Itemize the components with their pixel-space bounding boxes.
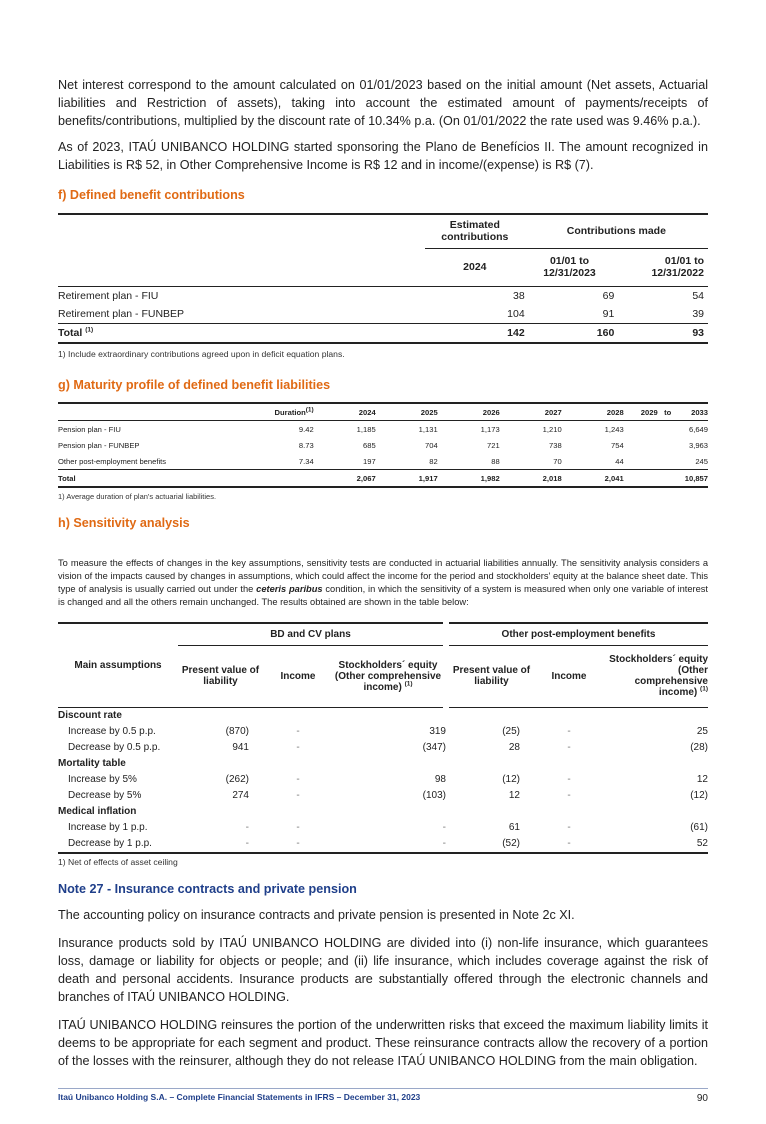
- section-title: Medical inflation: [58, 806, 137, 817]
- cell-value: -: [567, 742, 571, 753]
- header-estimated: Estimated contributions: [441, 219, 509, 244]
- note-27-p3: ITAÚ UNIBANCO HOLDING reinsures the portion of the underwritten risks that exceed the maximum liability limits it deems to be appropriate for each segment and product. These reinsurance contracts allow the recovery of a portion of the losses with the reinsurer, although they do not release ITAÚ UNIBANCO HOLDING from the main obligation.: [58, 1017, 708, 1068]
- header-text: 2029: [640, 407, 658, 417]
- cell-value: 9.42: [298, 424, 314, 434]
- table-row: [58, 453, 708, 470]
- text: To measure the effects of changes in the key assumptions, sensitivity tests are conducted in actuarial liabilities annually. The sensitivity analysis considers a vision of the impacts caused by changes in assumptions, which could affect the income for the period and stockholders' equity at the balance sheet date. This type of analysis is usually carried out under the: [58, 558, 708, 594]
- contributions-table: [58, 213, 708, 344]
- sensitivity-table: [58, 622, 708, 854]
- cell-value: (12): [502, 774, 520, 785]
- cell-value: 70: [553, 456, 562, 466]
- cell-value: 738: [549, 440, 562, 450]
- cell-value: 245: [695, 456, 708, 466]
- column-header: [500, 403, 562, 421]
- cell-value: -: [245, 838, 249, 849]
- cell-value: (347): [422, 742, 446, 753]
- header-income: Income: [280, 670, 316, 682]
- row-label: Decrease by 0.5 p.p.: [68, 742, 161, 753]
- cell-value: 142: [507, 326, 525, 339]
- header-contributions-made: Contributions made: [525, 214, 708, 248]
- header-text: to: [664, 407, 672, 417]
- section-g: [58, 378, 708, 502]
- footnote: 1) Include extraordinary contributions agreed upon in deficit equation plans.: [58, 349, 345, 359]
- sup: (1): [404, 680, 413, 688]
- cell-value: 1,185: [356, 424, 376, 434]
- header-income: Income: [551, 670, 587, 682]
- cell-value: 38: [513, 289, 525, 302]
- row-label: [58, 323, 425, 343]
- header-text: 2025: [420, 407, 438, 417]
- cell-value: 2,041: [604, 473, 624, 483]
- cell-value: -: [567, 726, 571, 737]
- cell-value: 1,243: [604, 424, 624, 434]
- section-row: [58, 756, 708, 772]
- section-row: [58, 707, 708, 724]
- table-row: [58, 305, 708, 324]
- cell-value: 8.73: [298, 440, 314, 450]
- header-2022: 01/01 to 12/31/2022: [651, 255, 704, 279]
- cell-value: (870): [225, 726, 249, 737]
- column-header: [376, 403, 438, 421]
- row-label: Decrease by 5%: [68, 790, 142, 801]
- row-label: [58, 286, 425, 305]
- header-pv: Present value of liability: [446, 645, 534, 707]
- row-label: Increase by 5%: [68, 774, 137, 785]
- cell-value: 754: [611, 440, 624, 450]
- section-f: [58, 188, 708, 360]
- table-row: [58, 820, 708, 836]
- header-se: Stockholders´ equity (Other comprehensive income): [334, 659, 442, 693]
- cell-value: 52: [696, 838, 708, 849]
- column-header: [658, 403, 678, 421]
- cell-value: 2,067: [356, 473, 376, 483]
- column-header: [438, 403, 500, 421]
- cell-value: (12): [690, 790, 708, 801]
- cell-value: 82: [429, 456, 438, 466]
- cell-value: 1,982: [480, 473, 500, 483]
- header-se: Stockholders´ equity (Other comprehensive income): [609, 654, 708, 698]
- cell-value: -: [442, 838, 446, 849]
- row-label: Pension plan - FUNBEP: [58, 440, 140, 450]
- note-27-heading: Note 27 - Insurance contracts and private pension: [58, 881, 357, 896]
- cell-value: 25: [696, 726, 708, 737]
- table-row: [58, 470, 708, 488]
- cell-value: -: [296, 726, 300, 737]
- cell-value: 160: [596, 326, 615, 339]
- cell-value: 6,649: [688, 424, 708, 434]
- label-text: Retirement plan - FIU: [58, 289, 159, 302]
- header-blank: [58, 403, 252, 421]
- header-text: 2028: [606, 407, 624, 417]
- header-main-assumptions: Main assumptions: [74, 659, 162, 671]
- cell-value: 12: [508, 790, 520, 801]
- header-pv: Present value of liability: [181, 665, 260, 687]
- cell-value: 1,917: [418, 473, 438, 483]
- page-footer: [58, 1088, 708, 1124]
- cell-value: -: [296, 822, 300, 833]
- table-row: [58, 437, 708, 453]
- cell-value: 1,131: [418, 424, 438, 434]
- cell-value: -: [567, 838, 571, 849]
- cell-value: -: [296, 790, 300, 801]
- cell-value: -: [245, 822, 249, 833]
- cell-value: 91: [602, 307, 615, 320]
- cell-value: 69: [602, 289, 615, 302]
- cell-value: 44: [615, 456, 624, 466]
- plano-beneficios-paragraph: As of 2023, ITAÚ UNIBANCO HOLDING started sponsoring the Plano de Benefícios II. The amount recognized in Liabilities is R$ 52, in Other Comprehensive Income is R$ 12 and in income/(expense) is R$ (7).: [58, 140, 708, 172]
- note-27: [58, 882, 708, 1070]
- column-header: [314, 403, 376, 421]
- net-interest-paragraph: Net interest correspond to the amount calculated on 01/01/2023 based on the initial amount (Net assets, Actuarial liabilities and Restriction of assets), taking into account the estimated amount of payments/receipts of benefits/contributions, multiplied by the discount rate of 10.34% p.a. (On 01/01/2022 the rate used was 9.46% p.a.).: [58, 78, 708, 128]
- cell-value: -: [442, 822, 446, 833]
- cell-value: 941: [232, 742, 249, 753]
- cell-value: 88: [491, 456, 500, 466]
- section-h: [58, 516, 708, 868]
- cell-value: -: [296, 774, 300, 785]
- cell-value: 28: [508, 742, 520, 753]
- cell-value: 61: [508, 822, 520, 833]
- cell-value: -: [567, 822, 571, 833]
- row-label: Total: [58, 473, 76, 483]
- table-row: [58, 286, 708, 305]
- cell-value: -: [567, 790, 571, 801]
- cell-value: (52): [502, 838, 520, 849]
- cell-value: 197: [363, 456, 376, 466]
- footnote: 1) Average duration of plan's actuarial liabilities.: [58, 492, 217, 501]
- table-row: [58, 740, 708, 756]
- footnote: 1) Net of effects of asset ceiling: [58, 856, 178, 867]
- sup: (1): [700, 685, 708, 693]
- cell-value: 98: [434, 774, 446, 785]
- table-row: [58, 836, 708, 853]
- cell-value: [252, 470, 314, 488]
- section-g-heading: g) Maturity profile of defined benefit liabilities: [58, 378, 331, 392]
- column-header: [678, 403, 708, 421]
- note-27-p2: Insurance products sold by ITAÚ UNIBANCO HOLDING are divided into (i) non-life insurance, which guarantees loss, damage or liability for objects or people; and (ii) life insurance, which includes coverage against the risk of death and personal accidents. Insurance products are substantially offered through the electronic channels and branches of ITAÚ UNIBANCO HOLDING.: [58, 935, 708, 1004]
- column-header: [562, 403, 624, 421]
- section-row: [58, 804, 708, 820]
- table-row: [58, 421, 708, 438]
- cell-value: 12: [696, 774, 708, 785]
- cell-value: (28): [690, 742, 708, 753]
- cell-value: 704: [425, 440, 438, 450]
- header-text: 2026: [482, 407, 500, 417]
- label-text: Total: [58, 326, 83, 339]
- row-label: Decrease by 1 p.p.: [68, 838, 152, 849]
- row-label: [58, 305, 425, 324]
- cell-value: 319: [429, 726, 446, 737]
- header-2024: 2024: [425, 248, 525, 286]
- column-header: [252, 403, 314, 421]
- cell-value: (25): [502, 726, 520, 737]
- cell-value: (262): [225, 774, 249, 785]
- table-row: [58, 323, 708, 343]
- cell-value: 104: [507, 307, 525, 320]
- cell-value: (103): [422, 790, 446, 801]
- footer-text: Itaú Unibanco Holding S.A. – Complete Financial Statements in IFRS – December 31, 2023: [58, 1091, 421, 1102]
- header-2023: 01/01 to 12/31/2023: [543, 255, 596, 279]
- row-label: Pension plan - FIU: [58, 424, 121, 434]
- table-row: [58, 724, 708, 740]
- emphasis: ceteris paribus: [256, 584, 323, 594]
- table-row: [58, 772, 708, 788]
- header-text: 2027: [544, 407, 562, 417]
- cell-value: 2,018: [542, 473, 562, 483]
- section-title: Mortality table: [58, 758, 126, 769]
- cell-value: -: [296, 742, 300, 753]
- label-text: Retirement plan - FUNBEP: [58, 307, 185, 320]
- section-title: Discount rate: [58, 710, 122, 721]
- cell-value: 7.34: [298, 456, 314, 466]
- cell-value: 1,210: [542, 424, 562, 434]
- cell-value: 93: [692, 326, 704, 339]
- cell-value: 1,173: [480, 424, 500, 434]
- cell-value: -: [567, 774, 571, 785]
- cell-value: (61): [690, 822, 708, 833]
- cell-value: 54: [692, 289, 704, 302]
- header-bd-cv: BD and CV plans: [178, 623, 446, 645]
- header-text: 2024: [358, 407, 376, 417]
- row-label: Increase by 1 p.p.: [68, 822, 148, 833]
- cell-value: 685: [363, 440, 376, 450]
- maturity-table: [58, 402, 708, 488]
- note-27-p1: The accounting policy on insurance contracts and private pension is presented in Note 2c XI.: [58, 907, 575, 922]
- text: condition, in which the sensitivity of a system is measured when only one variable of interest is changed and all the others remain unchanged. The results obtained are shown in the table below:: [58, 584, 709, 607]
- cell-value: 10,857: [684, 473, 708, 483]
- header-other-post: Other post-employment benefits: [446, 623, 708, 645]
- row-label: Other post-employment benefits: [58, 456, 167, 466]
- intro-section: [58, 76, 708, 174]
- cell-value: 721: [487, 440, 500, 450]
- sup: (1): [85, 326, 94, 334]
- header-text: 2033: [691, 407, 708, 417]
- section-f-heading: f) Defined benefit contributions: [58, 188, 245, 202]
- sensitivity-paragraph: [58, 557, 708, 609]
- page-number: 90: [696, 1092, 708, 1104]
- sup: (1): [305, 405, 314, 413]
- cell-value: 39: [692, 307, 704, 320]
- row-label: Increase by 0.5 p.p.: [68, 726, 156, 737]
- header-text: Duration: [274, 407, 306, 417]
- column-header: [624, 403, 658, 421]
- section-h-heading: h) Sensitivity analysis: [58, 516, 190, 530]
- cell-value: 3,963: [688, 440, 708, 450]
- cell-value: 274: [232, 790, 249, 801]
- table-row: [58, 788, 708, 804]
- cell-value: -: [296, 838, 300, 849]
